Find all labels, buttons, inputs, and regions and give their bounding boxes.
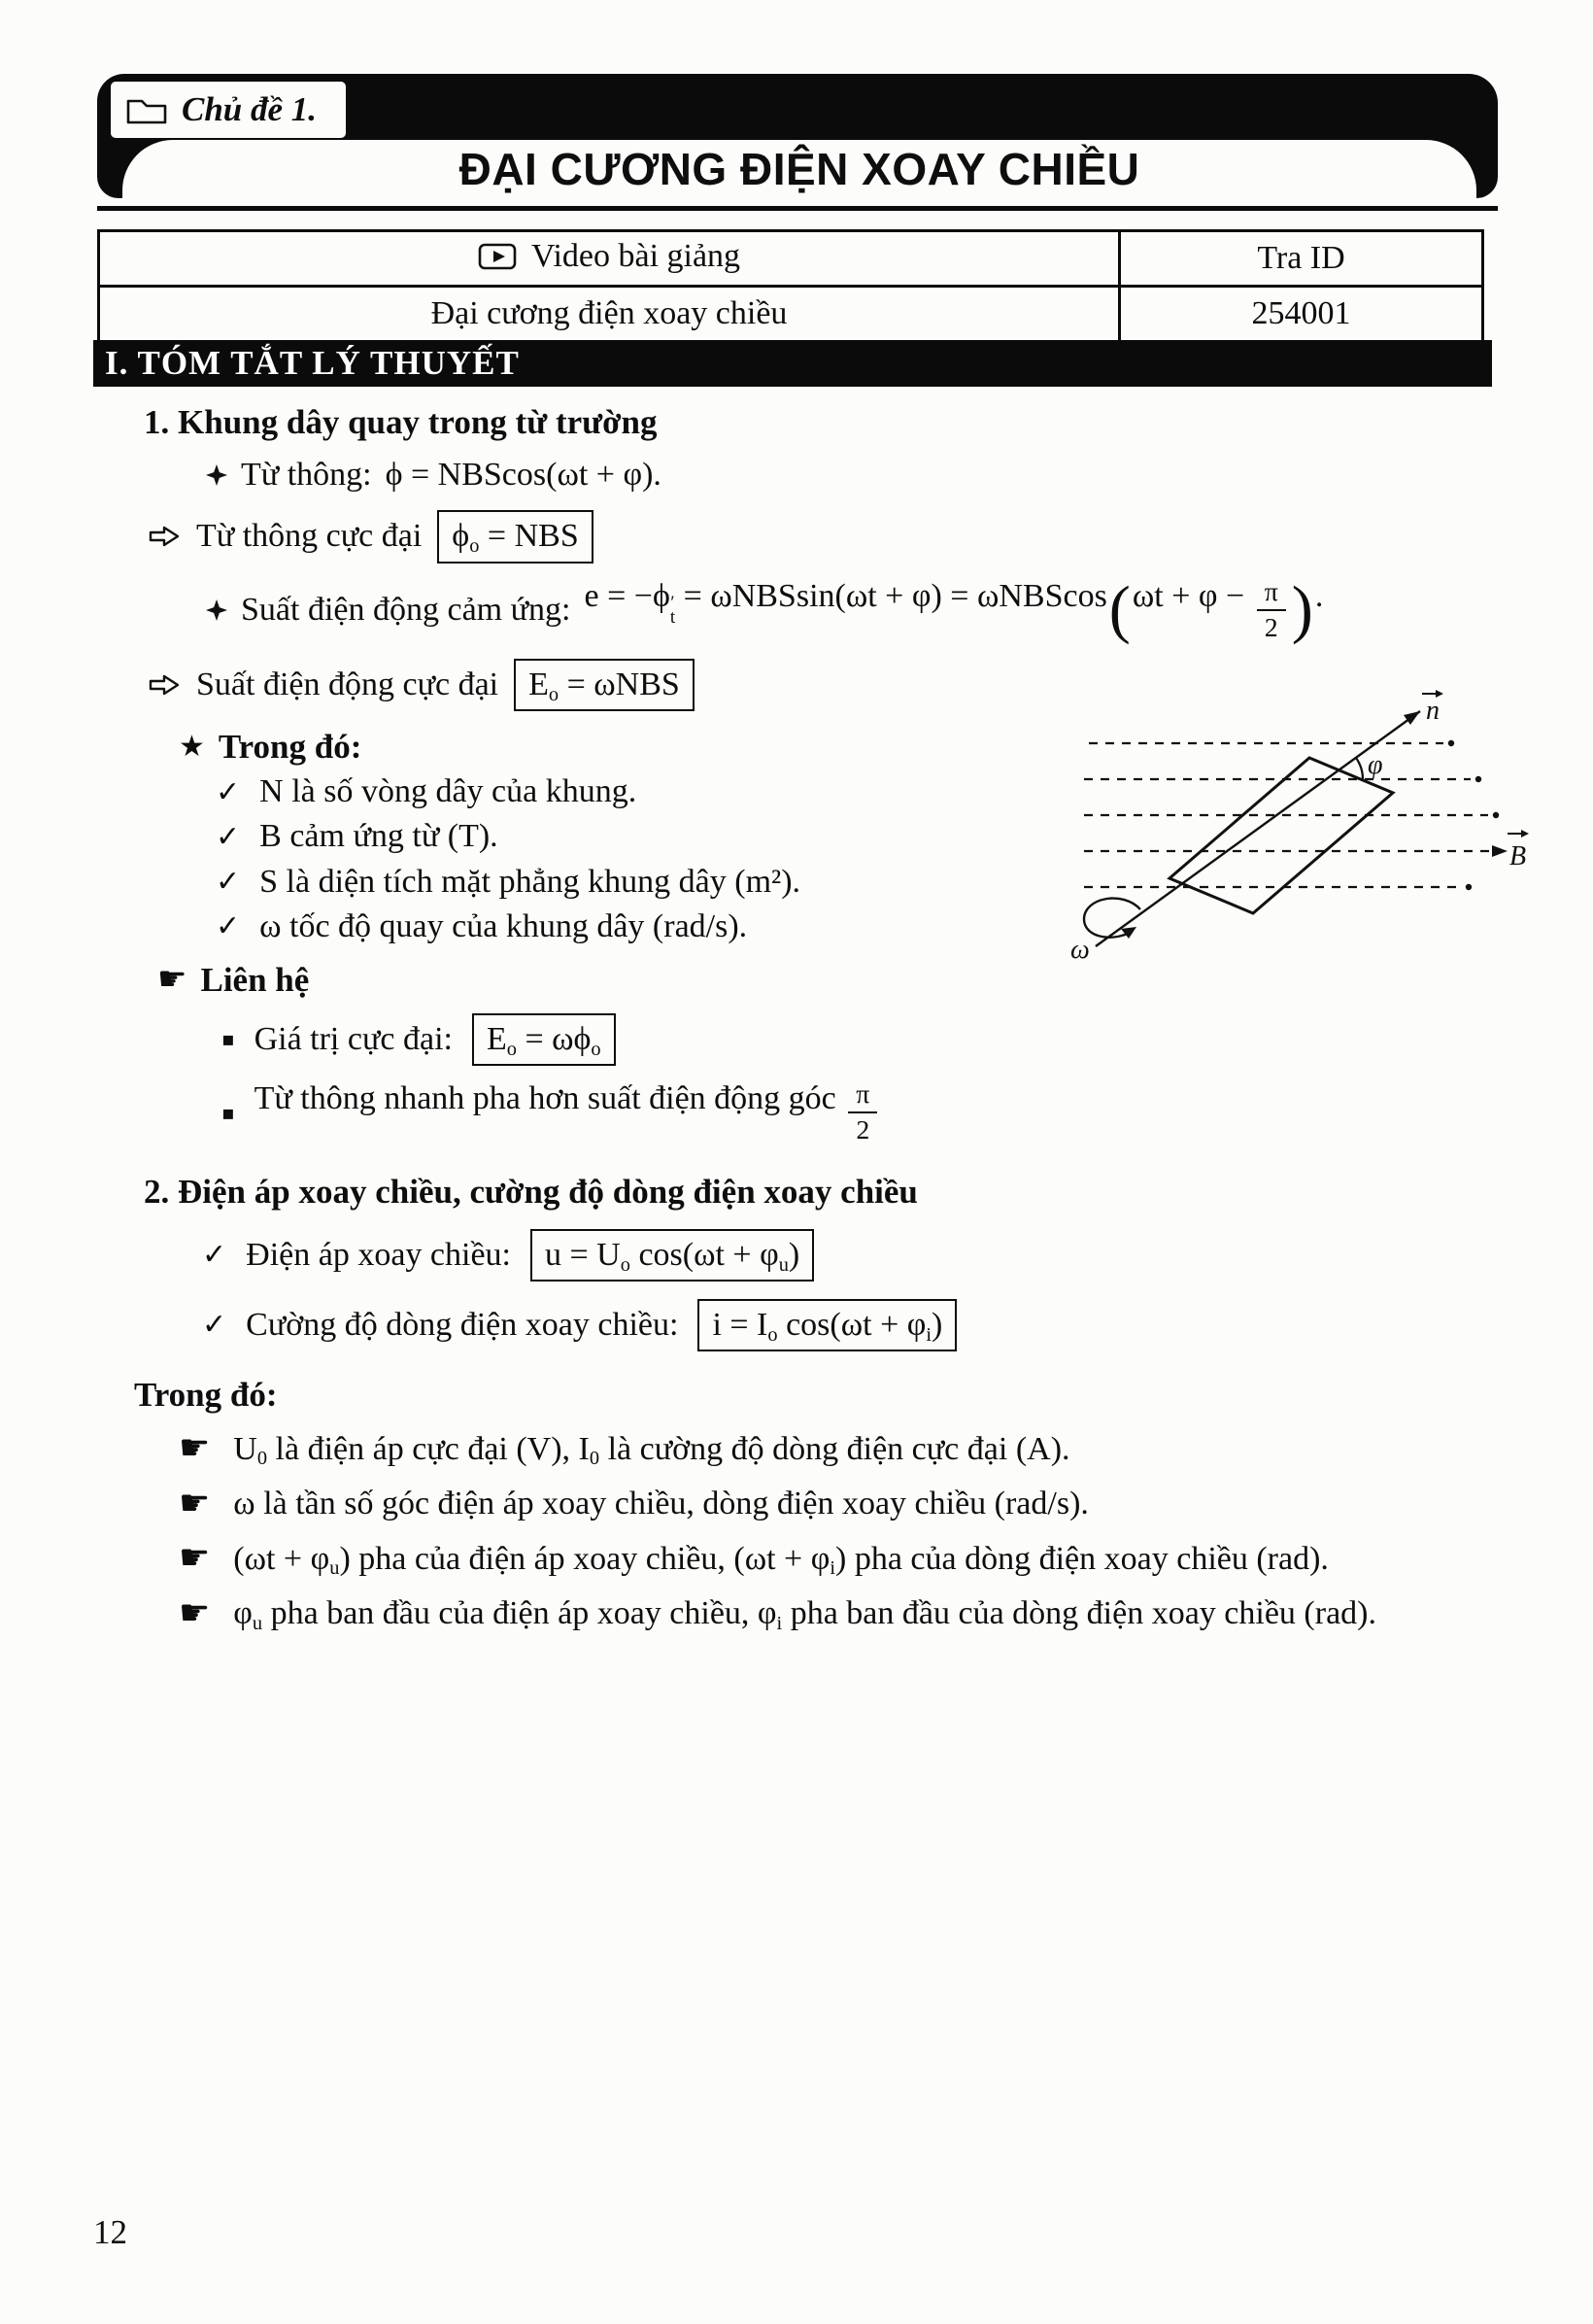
where2-item: ☛ U 0 là điện áp cực đại (V), I 0 là cường độ dòng điện cực đại (A). bbox=[179, 1428, 1070, 1470]
page-number: 12 bbox=[93, 2213, 127, 2251]
voltage-formula: u = U o cos(ωt + φ u ) bbox=[530, 1229, 814, 1282]
flux-label: Từ thông: bbox=[241, 457, 372, 494]
play-icon bbox=[478, 243, 517, 270]
where-item: ✓ ω tốc độ quay của khung dây (rad/s). bbox=[216, 907, 748, 944]
pointing-hand-icon: ☛ bbox=[179, 1483, 211, 1523]
four-point-star-icon bbox=[206, 464, 227, 486]
rotating-frame-diagram bbox=[1055, 678, 1560, 970]
flux-formula: ϕ = NBScos(ωt + φ). bbox=[385, 457, 661, 494]
check-icon: ✓ bbox=[216, 819, 241, 854]
pointing-hand-icon: ☛ bbox=[179, 1538, 211, 1579]
flux-max-label: Từ thông cực đại bbox=[196, 518, 423, 555]
topic-box bbox=[111, 82, 346, 138]
field-line-ends bbox=[1448, 740, 1508, 890]
hollow-right-arrow-icon bbox=[148, 525, 181, 548]
voltage-line bbox=[202, 1229, 1500, 1282]
where-item: ✓ B cảm ứng từ (T). bbox=[216, 818, 498, 855]
table-lesson-row bbox=[99, 287, 1483, 342]
emf-max-formula: E o = ωNBS bbox=[514, 659, 695, 711]
section-bar bbox=[93, 340, 1492, 387]
check-icon: ✓ bbox=[216, 864, 241, 899]
check-icon: ✓ bbox=[216, 774, 241, 809]
emf-max-label: Suất điện động cực đại bbox=[196, 666, 499, 702]
pointing-hand-icon: ☛ bbox=[179, 1592, 211, 1633]
current-line bbox=[202, 1299, 1500, 1351]
rotation-axis bbox=[1096, 711, 1420, 946]
current-label: Cường độ dòng điện xoay chiều: bbox=[246, 1307, 679, 1344]
video-label: Video bài giảng bbox=[530, 238, 741, 274]
phase-note: Từ thông nhanh pha hơn suất điện động góc $\frac{\pi}{2}$ bbox=[254, 1079, 882, 1145]
pointing-hand-icon: ☛ bbox=[157, 960, 187, 1000]
flux-max-formula: ϕ o = NBS bbox=[437, 510, 593, 563]
max-value-label: Giá trị cực đại: bbox=[254, 1021, 453, 1058]
where2-label: Trong đó: bbox=[134, 1376, 278, 1415]
where2-item: ☛ φ u pha ban đầu của điện áp xoay chiều, φ i pha ban đầu của dòng điện xoay chiều (rad). bbox=[179, 1592, 1376, 1634]
square-bullet-icon: ▪ bbox=[221, 1100, 235, 1124]
banner-underline bbox=[97, 206, 1498, 211]
max-value-line bbox=[221, 1013, 1500, 1066]
omega-label: ω bbox=[1070, 935, 1090, 965]
where-item: ✓ S là diện tích mặt phẳng khung dây (m²). bbox=[216, 863, 801, 900]
title-strip bbox=[122, 140, 1476, 198]
where-item: ✓ N là số vòng dây của khung. bbox=[216, 773, 637, 810]
topic-label: Chủ đề 1. bbox=[182, 90, 318, 128]
hollow-right-arrow-icon bbox=[148, 673, 181, 697]
relation-label: Liên hệ bbox=[200, 960, 310, 999]
phase-note-line bbox=[221, 1079, 1500, 1145]
check-icon: ✓ bbox=[202, 1238, 227, 1273]
check-icon: ✓ bbox=[202, 1308, 227, 1343]
current-formula: i = I o cos(ωt + φ i ) bbox=[697, 1299, 957, 1351]
where-label: Trong đó: bbox=[218, 728, 362, 767]
square-bullet-icon: ▪ bbox=[221, 1027, 235, 1051]
wire-frame bbox=[1169, 758, 1393, 913]
where2-heading bbox=[134, 1375, 1500, 1415]
field-lines bbox=[1084, 743, 1492, 887]
normal-vector-label: n bbox=[1426, 696, 1440, 726]
video-cell bbox=[478, 238, 740, 275]
b-vector-overbar bbox=[1508, 830, 1529, 837]
angle-arc bbox=[1356, 758, 1363, 779]
phi-angle-label: φ bbox=[1368, 750, 1383, 780]
check-icon: ✓ bbox=[216, 909, 241, 944]
star-icon: ★ bbox=[179, 730, 205, 765]
b-vector-arrowhead bbox=[1492, 845, 1508, 857]
id-header-cell: Tra ID bbox=[1120, 231, 1483, 287]
pointing-hand-icon: ☛ bbox=[179, 1428, 211, 1469]
chapter-banner bbox=[97, 74, 1498, 198]
lesson-title-cell: Đại cương điện xoay chiều bbox=[99, 287, 1120, 342]
where2-item: ☛ ω là tần số góc điện áp xoay chiều, dòng điện xoay chiều (rad/s). bbox=[179, 1483, 1089, 1523]
heading-2: 2. Điện áp xoay chiều, cường độ dòng điện xoay chiều bbox=[144, 1172, 918, 1211]
flux-max-line bbox=[148, 510, 1500, 563]
heading-1: 1. Khung dây quay trong từ trường bbox=[144, 403, 658, 441]
section-title: I. TÓM TẮT LÝ THUYẾT bbox=[105, 344, 520, 382]
emf-formula: e = −ϕ ′ t = ωNBSsin(ωt + φ) = ωNBScos ( ωt + φ − $\frac{\pi}{2}$ ) . bbox=[584, 573, 1324, 645]
chapter-title: ĐẠI CƯƠNG ĐIỆN XOAY CHIỀU bbox=[458, 144, 1140, 194]
emf-line bbox=[206, 573, 1500, 645]
emf-label: Suất điện động cảm ứng: bbox=[241, 591, 571, 628]
b-field-label: B bbox=[1509, 841, 1527, 872]
flux-line bbox=[206, 456, 1500, 495]
voltage-label: Điện áp xoay chiều: bbox=[246, 1236, 511, 1273]
max-value-formula: E o = ωϕ o bbox=[472, 1013, 616, 1066]
table-header-row bbox=[99, 231, 1483, 287]
video-id-table bbox=[97, 229, 1484, 343]
omega-arrowhead bbox=[1121, 927, 1136, 939]
four-point-star-icon bbox=[206, 599, 227, 621]
folder-icon bbox=[124, 93, 169, 126]
where2-item: ☛ (ωt + φ u ) pha của điện áp xoay chiều, (ωt + φ i ) pha của dòng điện xoay chiều (rad). bbox=[179, 1538, 1329, 1580]
lesson-id-cell: 254001 bbox=[1120, 287, 1483, 342]
body-content bbox=[97, 387, 1500, 1634]
